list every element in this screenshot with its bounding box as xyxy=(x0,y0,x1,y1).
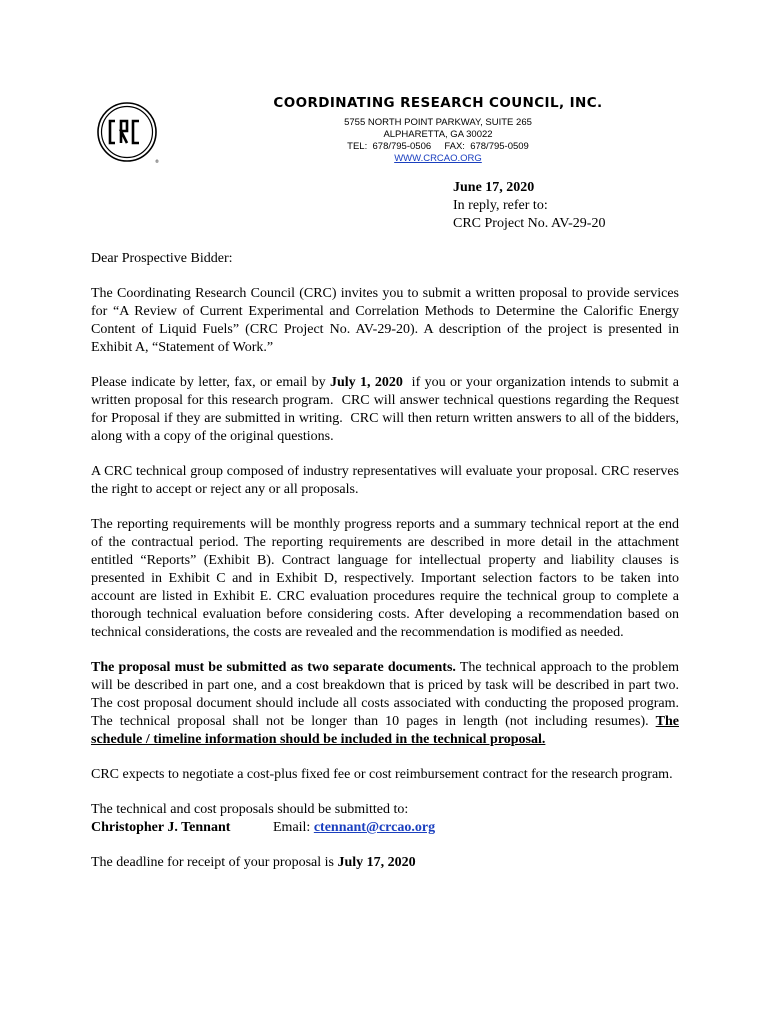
schedule-note: The schedule / timeline information should be included in the technical proposal. xyxy=(91,714,679,747)
proposal-deadline: July 17, 2020 xyxy=(337,855,416,870)
paragraph-submission: The proposal must be submitted as two separate documents. The technical approach to the problem will be described in part one, and a cost breakdown that is priced by task will be described in part two. The cost proposal document should include all costs associated with conducting the proposed program. The technical proposal shall not be longer than 10 pages in length (not including resumes). The schedule / timeline information should be included in the technical proposal. xyxy=(91,660,679,747)
submit-to-intro: The technical and cost proposals should be submitted to: xyxy=(91,802,409,817)
intent-deadline: July 1, 2020 xyxy=(329,375,403,390)
submission-emphasis: The proposal must be submitted as two separate documents. xyxy=(91,660,456,675)
paragraph-reporting: The reporting requirements will be monthly progress reports and a summary technical report at the end of the contractual period. The reporting requirements are described in more detail in the attachment entitled “Reports” (Exhibit B). Contract language for intellectual property and liability clauses is presented in Exhibit C and in Exhibit D, respectively. Important selection factors to be taken into account are listed in Exhibit E. CRC evaluation procedures require the technical group to complete a thorough technical evaluation before considering costs. After developing a recommendation based on technical considerations, the costs are revealed and the recommendation is modified as needed. xyxy=(91,517,679,640)
letter-date: June 17, 2020 xyxy=(453,180,535,195)
address-line-2: ALPHARETTA, GA 30022 xyxy=(383,129,493,140)
paragraph-invitation: The Coordinating Research Council (CRC) invites you to submit a written proposal to provide services for “A Review of Current Experimental and Correlation Methods to Determine the Calorific Energy Content of Liquid Fuels” (CRC Project No. AV-29-20). A description of the project is presented in Exhibit A, “Statement of Work.” xyxy=(91,286,679,355)
project-number: CRC Project No. AV-29-20 xyxy=(453,216,606,231)
salutation: Dear Prospective Bidder: xyxy=(91,251,233,266)
paragraph-deadline: The deadline for receipt of your proposal is July 17, 2020 xyxy=(91,855,416,870)
contact-row: Christopher J. Tennant Email: ctennant@crcao.org xyxy=(91,820,436,835)
reply-label: In reply, refer to: xyxy=(453,198,548,213)
org-name: COORDINATING RESEARCH COUNCIL, INC. xyxy=(273,95,603,111)
letter-body xyxy=(91,250,683,889)
crc-logo xyxy=(96,101,162,167)
contact-email-link[interactable]: ctennant@crcao.org xyxy=(313,820,436,835)
svg-text:®: ® xyxy=(155,159,159,164)
paragraph-intent: Please indicate by letter, fax, or email by July 1, 2020 if you or your organization intends to submit a written proposal for this research program. CRC will answer technical questions regarding the Request for Proposal if they are submitted in writing. CRC will then return written answers to all of the bidders, along with a copy of the original questions. xyxy=(91,375,683,444)
website-link[interactable]: WWW.CRCAO.ORG xyxy=(394,153,482,164)
contact-name: Christopher J. Tennant xyxy=(91,820,231,835)
paragraph-contract: CRC expects to negotiate a cost-plus fixed fee or cost reimbursement contract for the research program. xyxy=(91,767,673,782)
paragraph-evaluation: A CRC technical group composed of industry representatives will evaluate your proposal. CRC reserves the right to accept or reject any or all proposals. xyxy=(91,464,679,497)
letterhead xyxy=(240,95,636,165)
date-block xyxy=(453,179,605,233)
phone-fax: TEL: 678/795-0506 FAX: 678/795-0509 xyxy=(347,141,529,152)
address-line-1: 5755 NORTH POINT PARKWAY, SUITE 265 xyxy=(344,117,532,128)
